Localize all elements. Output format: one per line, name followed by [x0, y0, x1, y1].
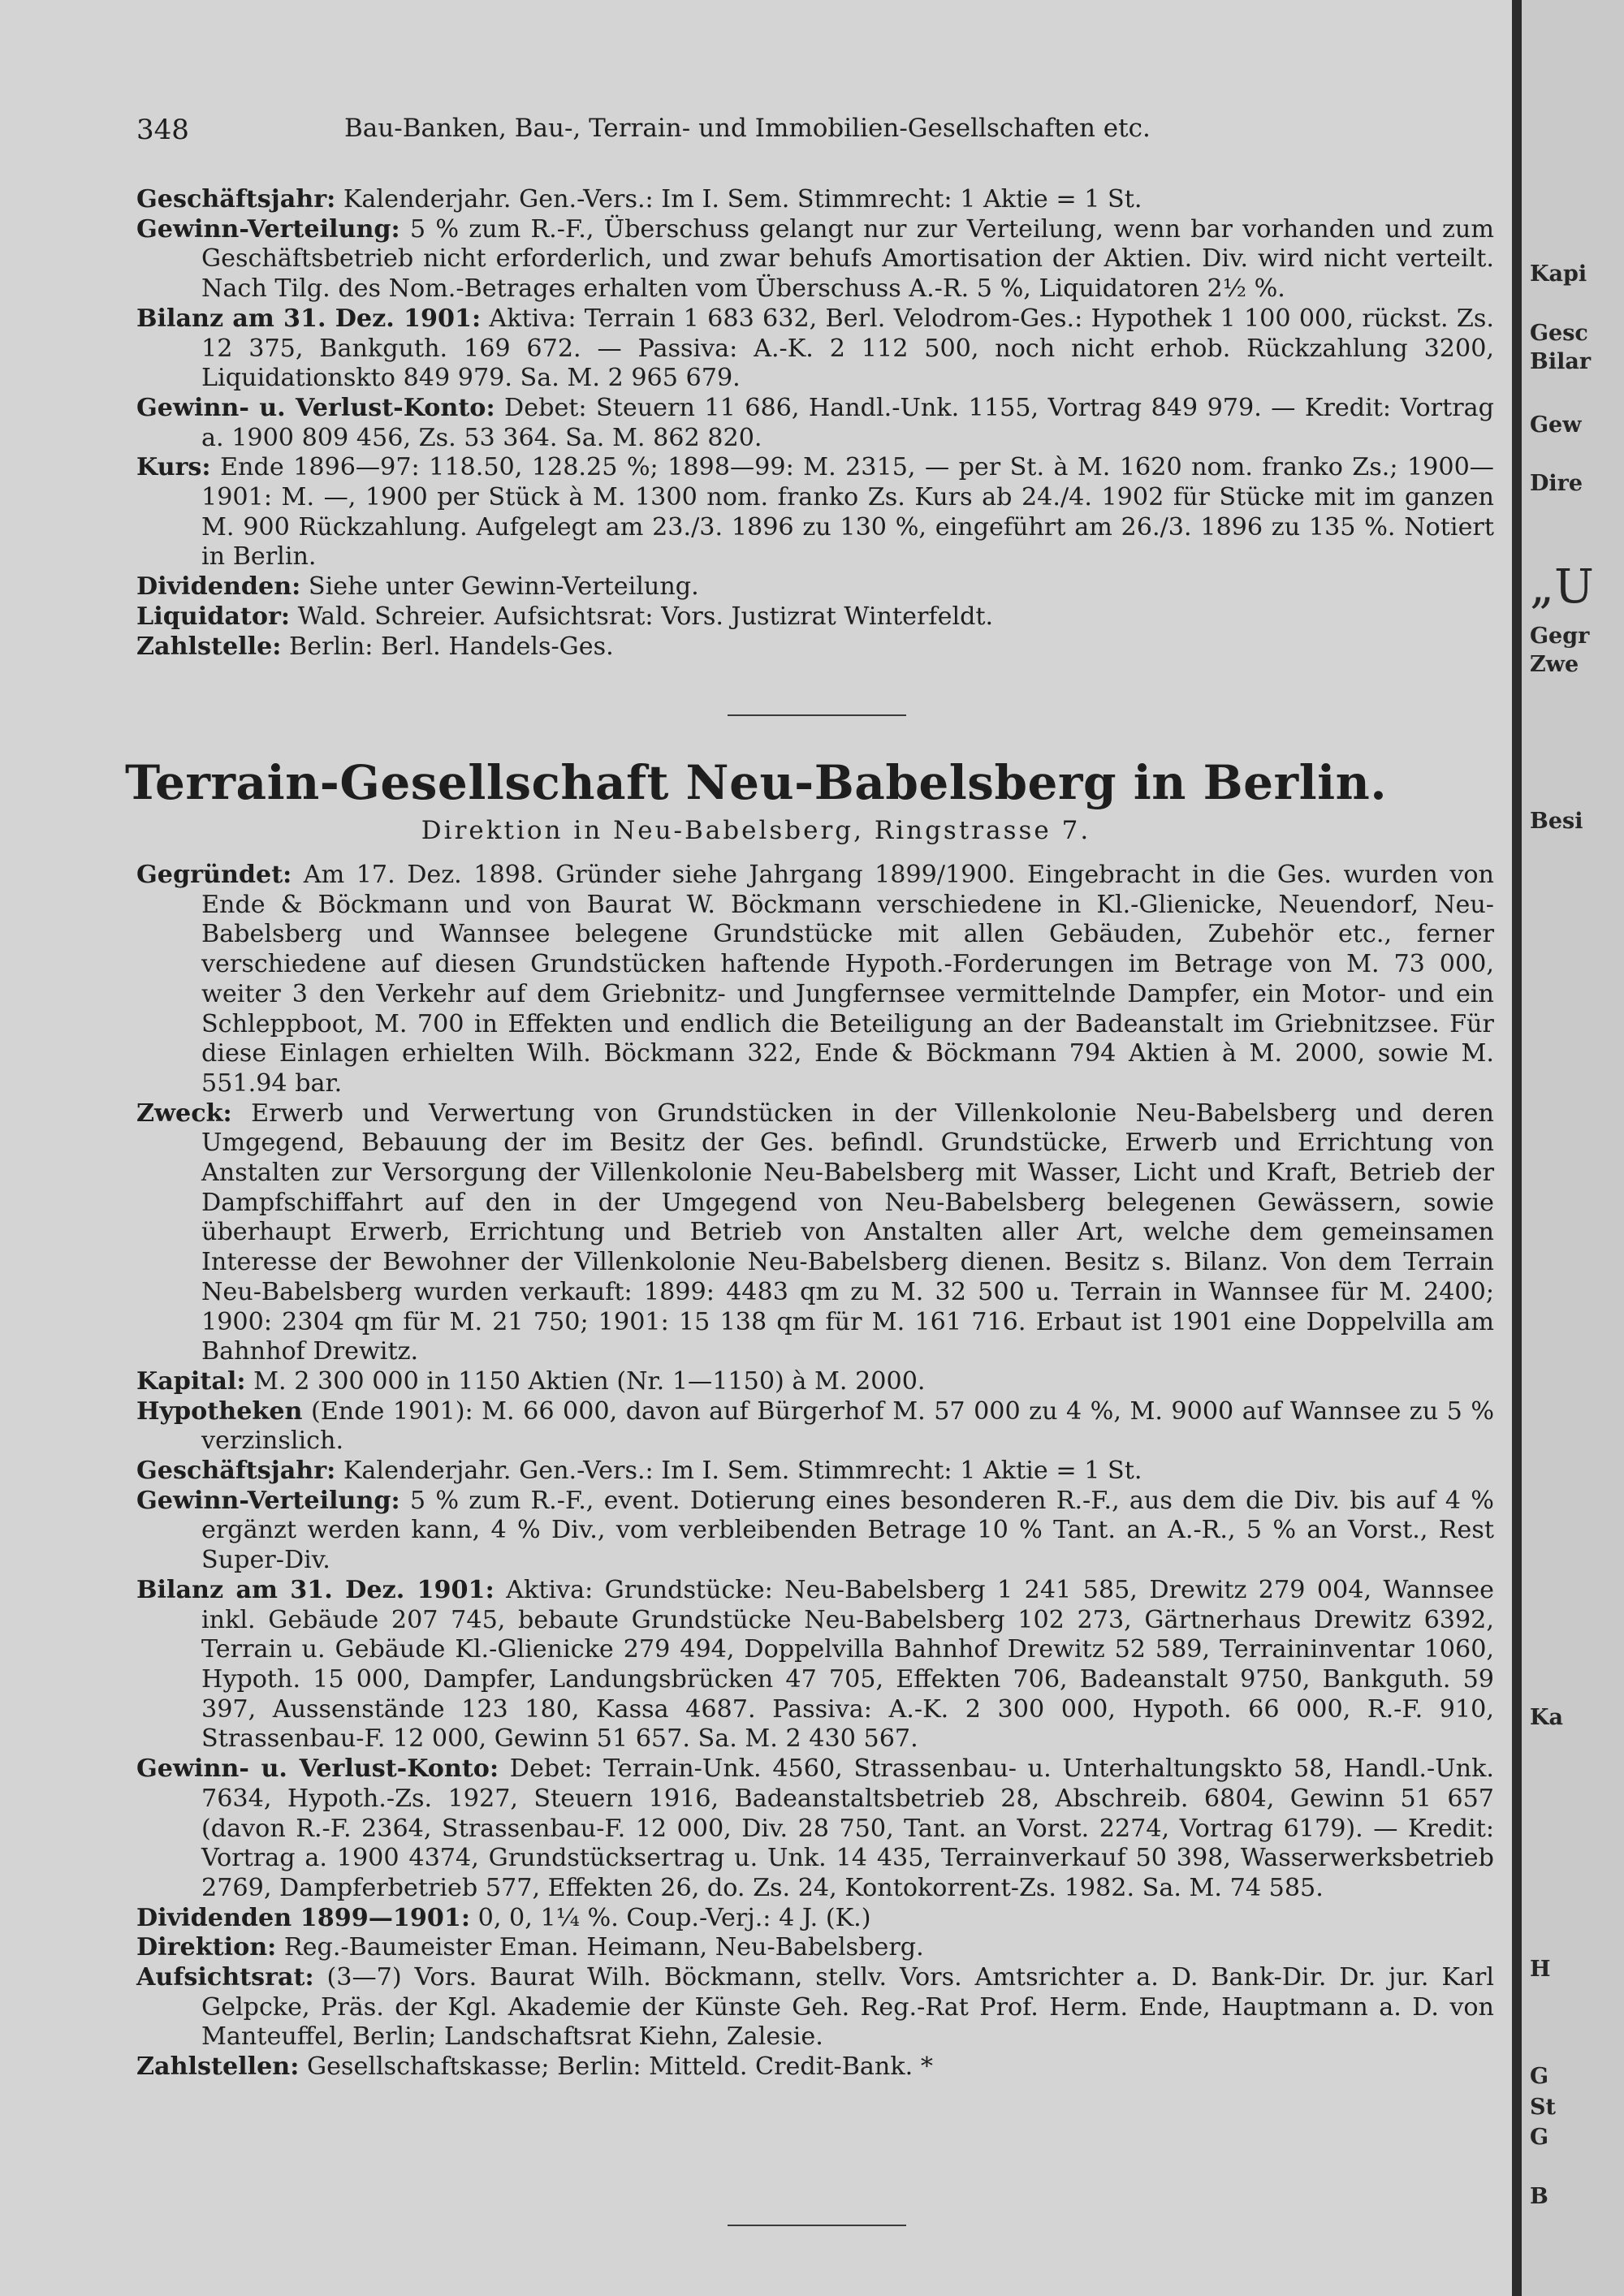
running-head: Bau-Banken, Bau-, Terrain- und Immobilien-Gesellschaften etc. [344, 114, 1151, 143]
entry-paragraph: Liquidator: Wald. Schreier. Aufsichtsrat: Vors. Justizrat Winterfeldt. [136, 602, 994, 631]
entry-paragraph: Zweck: Erwerb und Verwertung von Grundstücken in der Villenkolonie Neu-Babelsberg und deren Umgegend, Bebauung der im Besitz der Ges. befindl. Grundstücke, Erwerb und Errichtung von Anstalten zur Versorgung der Villenkolonie Neu-Babelsberg mit Wasser, Licht und Kraft, Betrieb der Dampfschiffahrt auf den in der Umgegend von Neu-Babelsberg belegenen Gewässern, sowie überhaupt Erwerb, Errichtung und Betrieb von Anstalten aller Art, welche dem gemeinsamen Interesse der Bewohner der Villenkolonie Neu-Babelsberg dienen. Besitz s. Bilanz. Von dem Terrain Neu-Babelsberg wurden verkauft: 1899: 4483 qm zu M. 32 500 u. Terrain in Wannsee für M. 2400; 1900: 2304 qm für M. 21 750; 1901: 15 138 qm für M. 161 716. Erbaut ist 1901 eine Doppelvilla am Bahnhof Drewitz. [136, 1098, 1494, 1366]
adjacent-page-fragment: Besi [1530, 809, 1583, 834]
entry-paragraph: Gewinn-Verteilung: 5 % zum R.-F., event. Dotierung eines besonderen R.-F., aus dem die Div. bis auf 4 % ergänzt werden kann, 4 % Div., vom verbleibenden Betrage 10 % Tant. an A.-R., 5 % an Vorst., Rest Super-Div. [136, 1486, 1494, 1575]
section-divider [728, 714, 906, 716]
entry-paragraph: Aufsichtsrat: (3—7) Vors. Baurat Wilh. Böckmann, stellv. Vors. Amtsrichter a. D. Bank-Dir. Dr. jur. Karl Gelpcke, Präs. der Kgl. Akademie der Künste Geh. Reg.-Rat Prof. Herm. Ende, Hauptmann a. D. von Manteuffel, Berlin; Landschaftsrat Kiehn, Zalesie. [136, 1963, 1494, 2052]
adjacent-page-fragment: Gew [1530, 412, 1582, 438]
entry-paragraph: Geschäftsjahr: Kalenderjahr. Gen.-Vers.: Im I. Sem. Stimmrecht: 1 Aktie = 1 St. [136, 185, 1142, 214]
entry-paragraph: Geschäftsjahr: Kalenderjahr. Gen.-Vers.: Im I. Sem. Stimmrecht: 1 Aktie = 1 St. [136, 1457, 1142, 1486]
entry-paragraph: Zahlstelle: Berlin: Berl. Handels-Ges. [136, 632, 614, 661]
adjacent-page-fragment: H [1530, 1957, 1551, 1982]
entry-paragraph: Kapital: M. 2 300 000 in 1150 Aktien (Nr. 1—1150) à M. 2000. [136, 1366, 926, 1396]
entry-paragraph: Bilanz am 31. Dez. 1901: Aktiva: Terrain 1 683 632, Berl. Velodrom-Ges.: Hypothek 1 100 000, rückst. Zs. 12 375, Bankguth. 169 672. — Passiva: A.-K. 2 112 500, noch nicht erhob. Rückzahlung 3200, Liquidationskto 849 979. Sa. M. 2 965 679. [136, 304, 1494, 393]
section-divider [728, 2225, 906, 2226]
adjacent-page-fragment: Ka [1530, 1705, 1563, 1730]
page-gutter [1512, 0, 1522, 2296]
entry-paragraph: Gewinn-Verteilung: 5 % zum R.-F., Überschuss gelangt nur zur Verteilung, wenn bar vorhanden und zum Geschäftsbetrieb nicht erforderlich, und zwar behufs Amortisation der Aktien. Div. wird nicht verteilt. Nach Tilg. des Nom.-Betrages erhalten vom Überschuss A.-R. 5 %, Liquidatoren 2½ %. [136, 214, 1494, 304]
adjacent-page-fragment: Dire [1530, 471, 1583, 496]
previous-entry-continuation [136, 185, 1494, 662]
entry-paragraph: Direktion: Reg.-Baumeister Eman. Heimann, Neu-Babelsberg. [136, 1933, 924, 1962]
entry-paragraph: Bilanz am 31. Dez. 1901: Aktiva: Grundstücke: Neu-Babelsberg 1 241 585, Drewitz 279 004, Wannsee inkl. Gebäude 207 745, bebaute Grundstücke Neu-Babelsberg 102 273, Gärtnerhaus Drewitz 6392, Terrain u. Gebäude Kl.-Glienicke 279 494, Doppelvilla Bahnhof Drewitz 52 589, Terraininventar 1060, Hypoth. 15 000, Dampfer, Landungsbrücken 47 705, Effekten 706, Badeanstalt 9750, Bankguth. 59 397, Aussenstände 123 180, Kassa 4687. Passiva: A.-K. 2 300 000, Hypoth. 66 000, R.-F. 910, Strassenbau-F. 12 000, Gewinn 51 657. Sa. M. 2 430 567. [136, 1575, 1494, 1754]
adjacent-page-fragment: „U [1530, 559, 1594, 614]
adjacent-page-fragment: G [1530, 2125, 1549, 2150]
adjacent-page-fragment: St [1530, 2095, 1556, 2120]
adjacent-page-fragment: Bilar [1530, 349, 1592, 374]
adjacent-page-fragment: Kapi [1530, 261, 1587, 287]
adjacent-page-fragment: Gegr [1530, 624, 1590, 649]
page-header [136, 114, 1484, 146]
entry-paragraph: Gewinn- u. Verlust-Konto: Debet: Terrain-Unk. 4560, Strassenbau- u. Unterhaltungskto 58, Handl.-Unk. 7634, Hypoth.-Zs. 1927, Steuern 1916, Badeanstaltsbetrieb 28, Abschreib. 6804, Gewinn 51 657 (davon R.-F. 2364, Strassenbau-F. 12 000, Div. 28 750, Tant. an Vorst. 2274, Vortrag 6179). — Kredit: Vortrag a. 1900 4374, Grundstücksertrag u. Unk. 14 435, Terrainverkauf 50 398, Wasserwerksbetrieb 2769, Dampferbetrieb 577, Effekten 26, do. Zs. 24, Kontokorrent-Zs. 1982. Sa. M. 74 585. [136, 1754, 1494, 1902]
company-entry [136, 861, 1494, 2082]
adjacent-page-fragment: B [1530, 2184, 1548, 2209]
entry-paragraph: Kurs: Ende 1896—97: 118.50, 128.25 %; 1898—99: M. 2315, — per St. à M. 1620 nom. franko Zs.; 1900—1901: M. —, 1900 per Stück à M. 1300 nom. franko Zs. Kurs ab 24./4. 1902 für Stücke mit im ganzen M. 900 Rückzahlung. Aufgelegt am 23./3. 1896 zu 130 %, eingeführt am 26./3. 1896 zu 135 %. Notiert in Berlin. [136, 453, 1494, 572]
adjacent-page-fragment: G [1530, 2064, 1549, 2089]
adjacent-page-fragment: Zwe [1530, 652, 1579, 677]
entry-paragraph: Gewinn- u. Verlust-Konto: Debet: Steuern 11 686, Handl.-Unk. 1155, Vortrag 849 979. — Kredit: Vortrag a. 1900 809 456, Zs. 53 364. Sa. M. 862 820. [136, 393, 1494, 452]
company-title: Terrain-Gesellschaft Neu-Babelsberg in Berlin. [124, 755, 1388, 810]
company-subtitle: Direktion in Neu-Babelsberg, Ringstrasse 7. [421, 816, 1091, 845]
entry-paragraph: Gegründet: Am 17. Dez. 1898. Gründer siehe Jahrgang 1899/1900. Eingebracht in die Ges. wurden von Ende & Böckmann und von Baurat W. Böckmann verschiedene in Kl.-Glienicke, Neuendorf, Neu-Babelsberg und Wannsee belegene Grundstücke mit allen Gebäuden, Zubehör etc., ferner verschiedene auf diesen Grundstücken haftende Hypoth.-Forderungen im Betrage von M. 73 000, weiter 3 den Verkehr auf dem Griebnitz- und Jungfernsee vermittelnde Dampfer, ein Motor- und ein Schleppboot, M. 700 in Effekten und endlich die Beteiligung an der Badeanstalt im Griebnitzsee. Für diese Einlagen erhielten Wilh. Böckmann 322, Ende & Böckmann 794 Aktien à M. 2000, sowie M. 551.94 bar. [136, 861, 1494, 1098]
adjacent-page-fragment: Gesc [1530, 321, 1588, 346]
page-number: 348 [136, 114, 189, 146]
adjacent-page-edge [1522, 0, 1624, 2296]
entry-paragraph: Dividenden: Siehe unter Gewinn-Verteilung. [136, 572, 699, 602]
entry-paragraph: Hypotheken (Ende 1901): M. 66 000, davon auf Bürgerhof M. 57 000 zu 4 %, M. 9000 auf Wannsee zu 5 % verzinslich. [136, 1396, 1494, 1456]
entry-paragraph: Dividenden 1899—1901: 0, 0, 1¼ %. Coup.-Verj.: 4 J. (K.) [136, 1903, 871, 1932]
entry-paragraph: Zahlstellen: Gesellschaftskasse; Berlin: Mitteld. Credit-Bank. * [136, 2052, 933, 2082]
